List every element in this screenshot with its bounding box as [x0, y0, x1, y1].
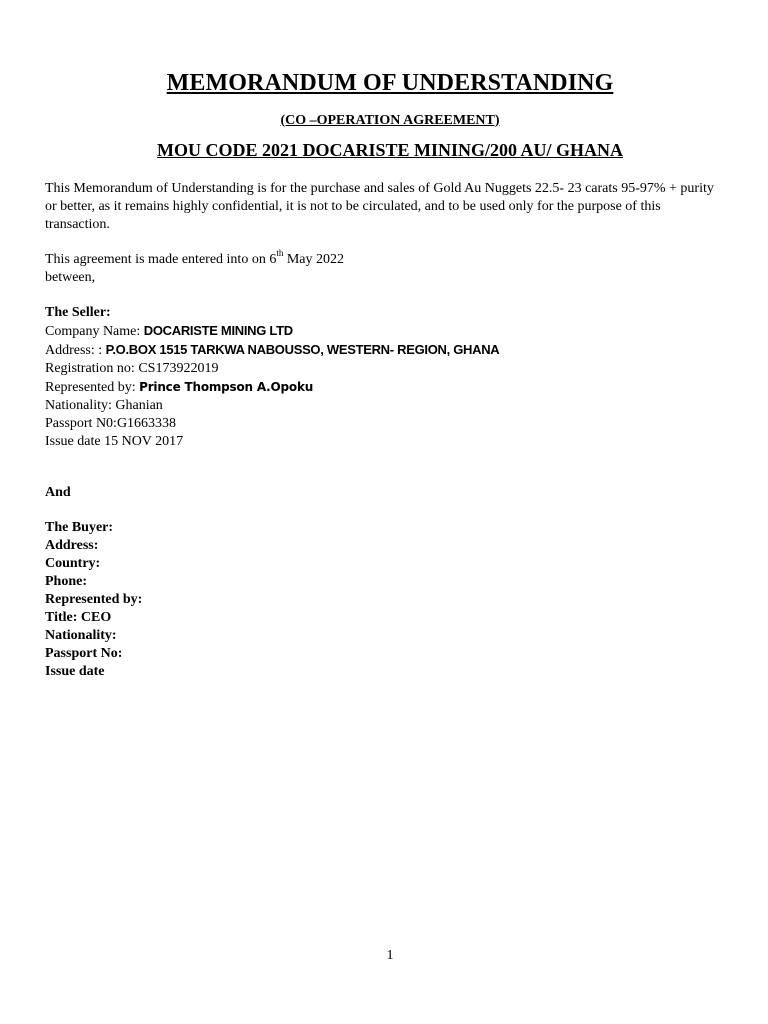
agreement-date-suffix: May 2022 [283, 252, 345, 267]
seller-company-line [45, 322, 735, 341]
buyer-country: Country: [45, 556, 101, 571]
document-subtitle: (CO –OPERATION AGREEMENT) [280, 113, 500, 128]
buyer-passport: Passport No: [45, 646, 123, 661]
seller-registration: Registration no: CS173922019 [45, 361, 219, 376]
buyer-title: Title: CEO [45, 610, 112, 625]
seller-nationality: Nationality: Ghanian [45, 398, 163, 413]
agreement-paragraph [45, 248, 727, 287]
agreement-between: between, [45, 270, 96, 285]
page-number: 1 [386, 948, 394, 963]
seller-heading: The Seller: [45, 305, 111, 320]
intro-paragraph: This Memorandum of Understanding is for the purchase and sales of Gold Au Nuggets 22.5- 23 carats 95-97% + purity or better, as it remains highly confidential, it is not to be circulated, and to be used only for the purpose of this transaction. [45, 181, 714, 232]
seller-issue-date: Issue date 15 NOV 2017 [45, 434, 184, 449]
buyer-issue-date: Issue date [45, 664, 105, 679]
seller-address-line [45, 341, 735, 360]
agreement-date-superscript: th [276, 248, 284, 259]
seller-address-label: Address: : [45, 343, 106, 358]
seller-represented-label: Represented by: [45, 380, 140, 395]
buyer-heading: The Buyer: [45, 520, 114, 535]
seller-passport: Passport N0:G1663338 [45, 416, 177, 431]
buyer-address: Address: [45, 538, 99, 553]
agreement-date-prefix: This agreement is made entered into on 6 [45, 252, 277, 267]
seller-address-value: P.O.BOX 1515 TARKWA NABOUSSO, WESTERN- REGION, GHANA [105, 342, 500, 357]
buyer-section [45, 519, 735, 681]
seller-represented-line [45, 378, 735, 397]
and-label: And [45, 485, 71, 500]
document-title: MEMORANDUM OF UNDERSTANDING [166, 70, 614, 96]
mou-code: MOU CODE 2021 DOCARISTE MINING/200 AU/ GHANA [156, 140, 624, 160]
seller-section [45, 304, 735, 451]
buyer-represented: Represented by: [45, 592, 143, 607]
seller-company-label: Company Name: [45, 324, 144, 339]
buyer-phone: Phone: [45, 574, 87, 589]
seller-company-value: DOCARISTE MINING LTD [143, 323, 293, 338]
seller-represented-value: Prince Thompson A.Opoku [139, 380, 314, 394]
buyer-nationality: Nationality: [45, 628, 117, 643]
